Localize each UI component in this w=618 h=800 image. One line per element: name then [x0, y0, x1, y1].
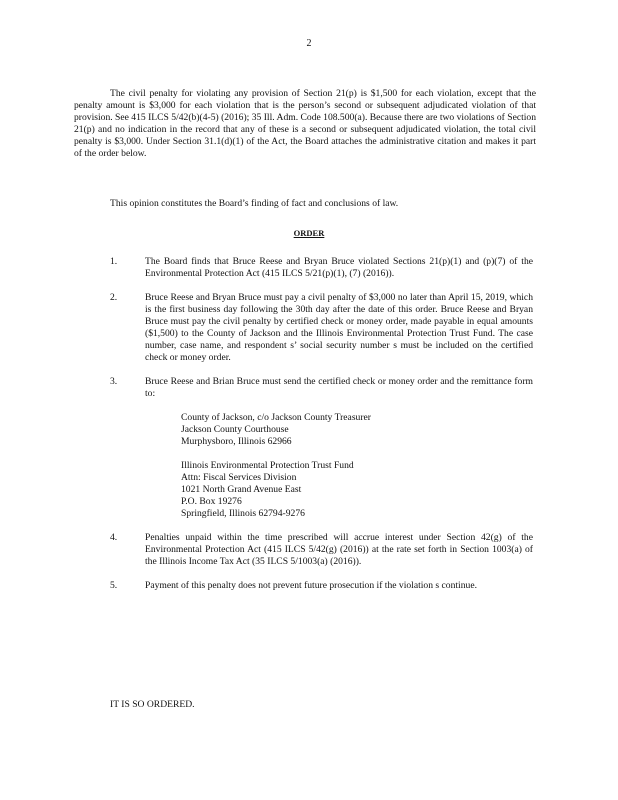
- closing-statement: IT IS SO ORDERED.: [110, 699, 195, 710]
- address-line: Murphysboro, Illinois 62966: [181, 436, 292, 447]
- order-item-2: [0, 292, 618, 364]
- order-item-text: Penalties unpaid within the time prescribed will accrue interest under Section 42(g) of the Environmental Protection Act (415 ILCS 5/42(g) (2016)) at the rate set forth in Section 1003(a) of the Illinois Income Tax Act (35 ILCS 5/1003(a) (2016)).: [145, 532, 533, 567]
- order-item-number: 2.: [110, 292, 118, 303]
- order-list: [0, 256, 618, 604]
- jackson-county-address: [181, 412, 618, 448]
- opinion-statement: This opinion constitutes the Board’s finding of fact and conclusions of law.: [110, 198, 399, 209]
- address-line: County of Jackson, c/o Jackson County Treasurer: [181, 412, 371, 423]
- order-item-number: 3.: [110, 376, 118, 387]
- order-heading: ORDER: [293, 228, 325, 238]
- order-item-number: 1.: [110, 256, 118, 267]
- address-line: Jackson County Courthouse: [181, 424, 289, 435]
- page-number: 2: [306, 38, 312, 49]
- order-item-text: Bruce Reese and Brian Bruce must send the certified check or money order and the remittance form to:: [145, 376, 533, 399]
- address-line: Springfield, Illinois 62794-9276: [181, 508, 305, 519]
- address-line: Illinois Environmental Protection Trust Fund: [181, 460, 354, 471]
- order-item-1: [0, 256, 618, 280]
- order-item-text: Bruce Reese and Bryan Bruce must pay a civil penalty of $3,000 no later than April 15, 2019, which is the first business day following the 30th day after the date of this order. Bruce Reese and Bryan Bruce must pay the civil penalty by certified check or money order, made payable in equal amounts ($1,500) to the County of Jackson and the Illinois Environmental Protection Trust Fund. The case number, case name, and respondent s’ social security number s must be included on the certified check or money order.: [145, 292, 533, 363]
- order-item-5: [0, 580, 618, 592]
- address-line: P.O. Box 19276: [181, 496, 242, 507]
- order-item-text: Payment of this penalty does not prevent future prosecution if the violation s continue.: [145, 580, 477, 591]
- address-line: Attn: Fiscal Services Division: [181, 472, 297, 483]
- order-item-number: 5.: [110, 580, 118, 591]
- trust-fund-address: [181, 460, 618, 520]
- order-item-3: [0, 376, 618, 520]
- order-item-number: 4.: [110, 532, 118, 543]
- address-line: 1021 North Grand Avenue East: [181, 484, 302, 495]
- civil-penalty-paragraph: The civil penalty for violating any provision of Section 21(p) is $1,500 for each violation, except that the penalty amount is $3,000 for each violation that is the person’s second or subsequent adjudicated violation of that provision. See 415 ILCS 5/42(b)(4-5) (2016); 35 Ill. Adm. Code 108.500(a). Because there are two violations of Section 21(p) and no indication in the record that any of these is a second or subsequent adjudicated violation, the total civil penalty is $3,000. Under Section 31.1(d)(1) of the Act, the Board attaches the administrative citation and makes it part of the order below.: [74, 88, 537, 159]
- order-item-text: The Board finds that Bruce Reese and Bryan Bruce violated Sections 21(p)(1) and (p)(7) of the Environmental Protection Act (415 ILCS 5/21(p)(1), (7) (2016)).: [145, 256, 533, 279]
- order-item-4: [0, 532, 618, 568]
